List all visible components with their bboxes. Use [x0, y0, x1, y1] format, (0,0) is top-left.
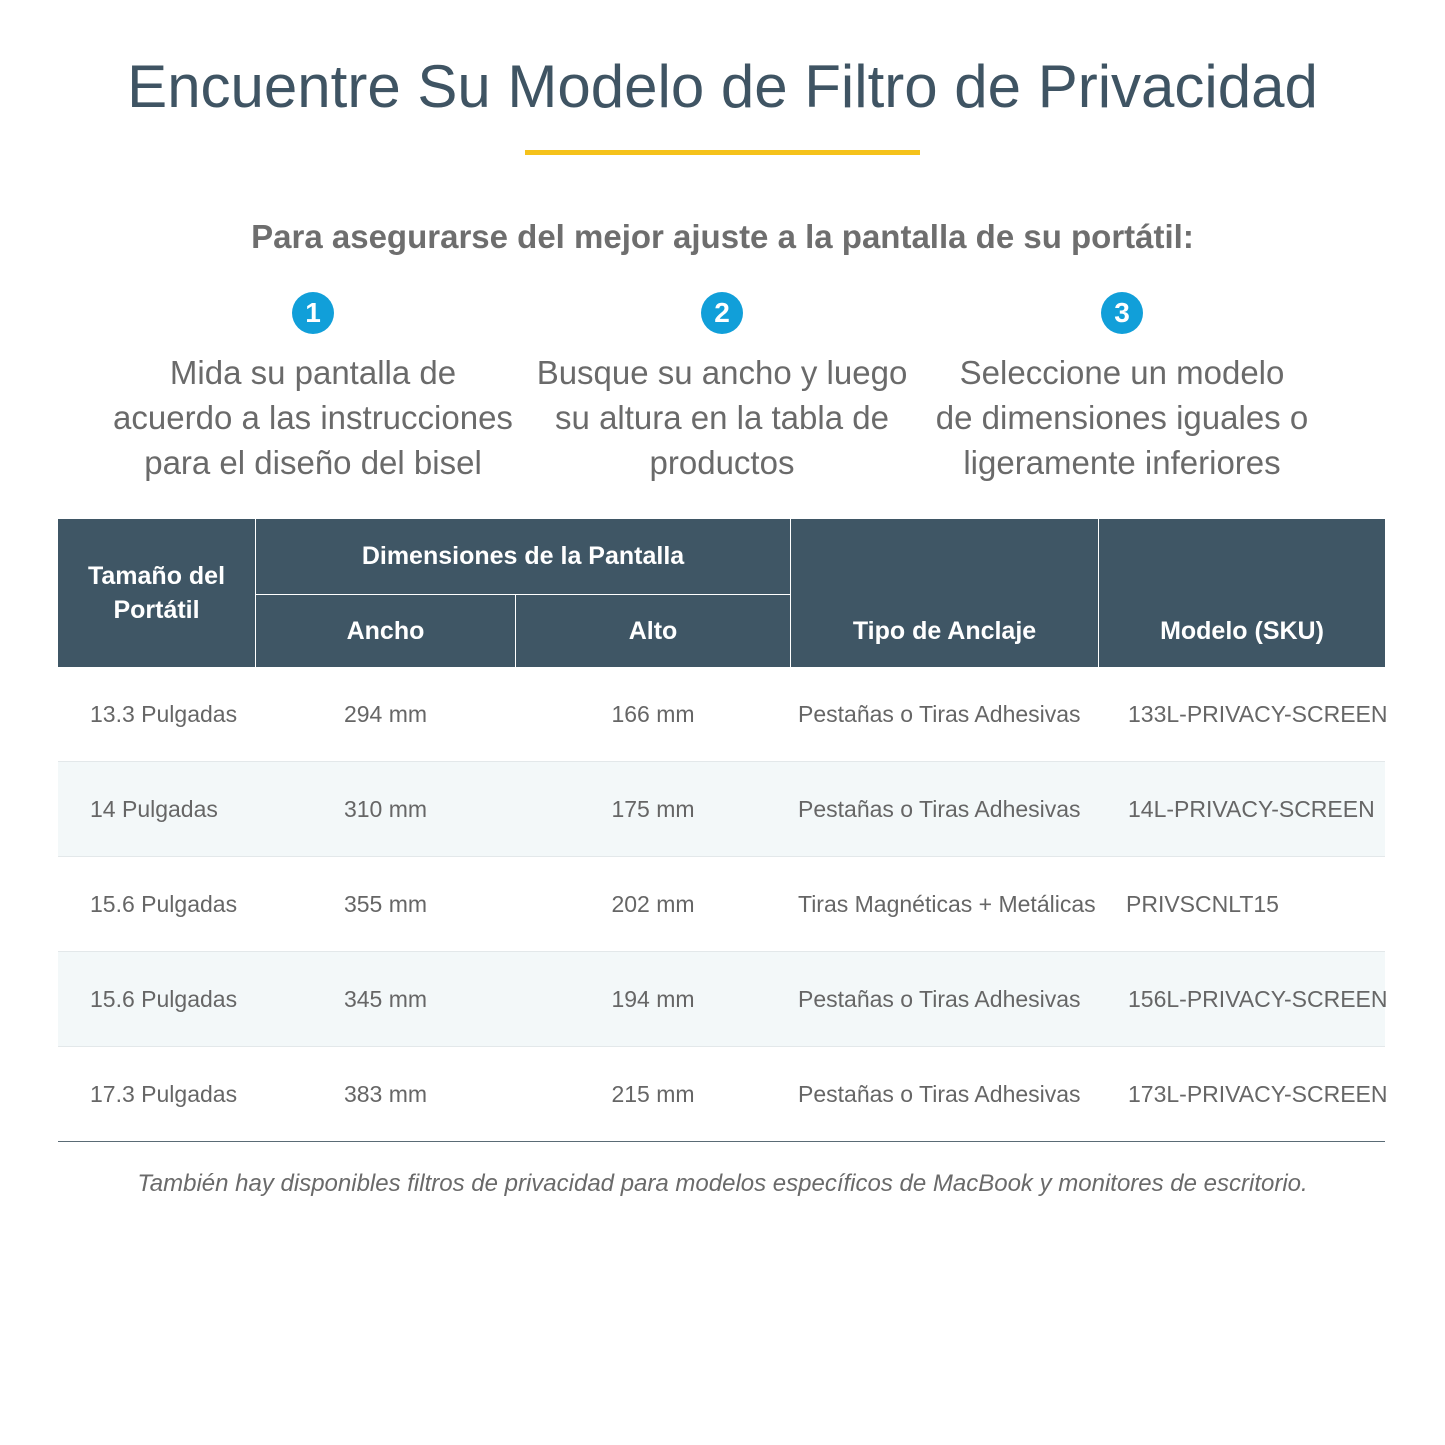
step-line: Mida su pantalla de: [169, 354, 457, 391]
step-text: [912, 350, 1332, 485]
cell-mount: Pestañas o Tiras Adhesivas: [798, 1081, 1081, 1107]
header-mount-type: Tipo de Anclaje: [852, 616, 1037, 645]
cell-mount: Pestañas o Tiras Adhesivas: [798, 986, 1081, 1012]
step-line: Seleccione un modelo: [959, 354, 1285, 391]
header-width: Ancho: [346, 616, 425, 645]
step-number-badge: 1: [292, 292, 334, 334]
table-row: [58, 952, 1388, 1047]
cell-size: 13.3 Pulgadas: [90, 701, 238, 727]
table-row: [58, 667, 1388, 762]
cell-height: 215 mm: [611, 1081, 695, 1107]
cell-mount: Pestañas o Tiras Adhesivas: [798, 701, 1081, 727]
cell-width: 383 mm: [343, 1081, 428, 1107]
cell-width: 345 mm: [343, 986, 428, 1012]
cell-height: 175 mm: [611, 796, 695, 822]
cell-height: 194 mm: [611, 986, 695, 1012]
cell-size: 15.6 Pulgadas: [90, 986, 238, 1012]
table-row: [58, 857, 1385, 952]
cell-model: 156L-PRIVACY-SCREEN: [1128, 986, 1388, 1012]
step-number-badge: 3: [1101, 292, 1143, 334]
step-line: de dimensiones iguales o: [935, 399, 1309, 436]
header-divider: [255, 519, 256, 667]
cell-width: 294 mm: [343, 701, 428, 727]
model-table: [58, 519, 1388, 1142]
step-text: [103, 350, 523, 485]
table-header: [58, 519, 1385, 667]
page-title: Encuentre Su Modelo de Filtro de Privacidad: [127, 53, 1318, 120]
step-line: su altura en la tabla de: [555, 399, 889, 436]
cell-model: 133L-PRIVACY-SCREEN: [1128, 701, 1388, 727]
instructions-subtitle: Para asegurarse del mejor ajuste a la pantalla de su portátil:: [251, 218, 1194, 255]
cell-model: PRIVSCNLT15: [1126, 891, 1279, 917]
cell-mount: Pestañas o Tiras Adhesivas: [798, 796, 1081, 822]
step-line: productos: [649, 444, 795, 481]
step-line: para el diseño del bisel: [144, 444, 482, 481]
table-row: [58, 1047, 1388, 1142]
cell-mount: Tiras Magnéticas + Metálicas: [798, 891, 1096, 917]
step-3: [912, 292, 1332, 485]
cell-model: 14L-PRIVACY-SCREEN: [1128, 796, 1375, 822]
title-underline: [525, 150, 920, 155]
cell-model: 173L-PRIVACY-SCREEN: [1128, 1081, 1388, 1107]
step-line: acuerdo a las instrucciones: [113, 399, 513, 436]
cell-width: 310 mm: [343, 796, 428, 822]
cell-width: 355 mm: [343, 891, 428, 917]
header-divider: [790, 519, 791, 667]
header-screen-dimensions: Dimensiones de la Pantalla: [361, 542, 685, 570]
cell-size: 15.6 Pulgadas: [90, 891, 238, 917]
step-line: Busque su ancho y luego: [536, 354, 908, 391]
cell-size: 17.3 Pulgadas: [90, 1081, 238, 1107]
step-2: [512, 292, 932, 485]
steps: [0, 292, 1445, 492]
step-text: [512, 350, 932, 485]
table-row: [58, 762, 1385, 857]
step-line: ligeramente inferiores: [963, 444, 1281, 481]
header-model-sku: Modelo (SKU): [1160, 616, 1324, 645]
header-laptop-size: Tamaño del Portátil: [87, 562, 226, 624]
cell-height: 202 mm: [611, 891, 695, 917]
header-divider: [515, 594, 516, 667]
footnote: También hay disponibles filtros de privacidad para modelos específicos de MacBook y monitores de escritorio.: [137, 1170, 1308, 1197]
step-number-badge: 2: [701, 292, 743, 334]
header-divider: [255, 594, 790, 595]
cell-height: 166 mm: [611, 701, 695, 727]
header-divider: [1098, 519, 1099, 667]
cell-size: 14 Pulgadas: [90, 796, 218, 822]
header-height: Alto: [628, 616, 678, 645]
step-1: [103, 292, 523, 485]
